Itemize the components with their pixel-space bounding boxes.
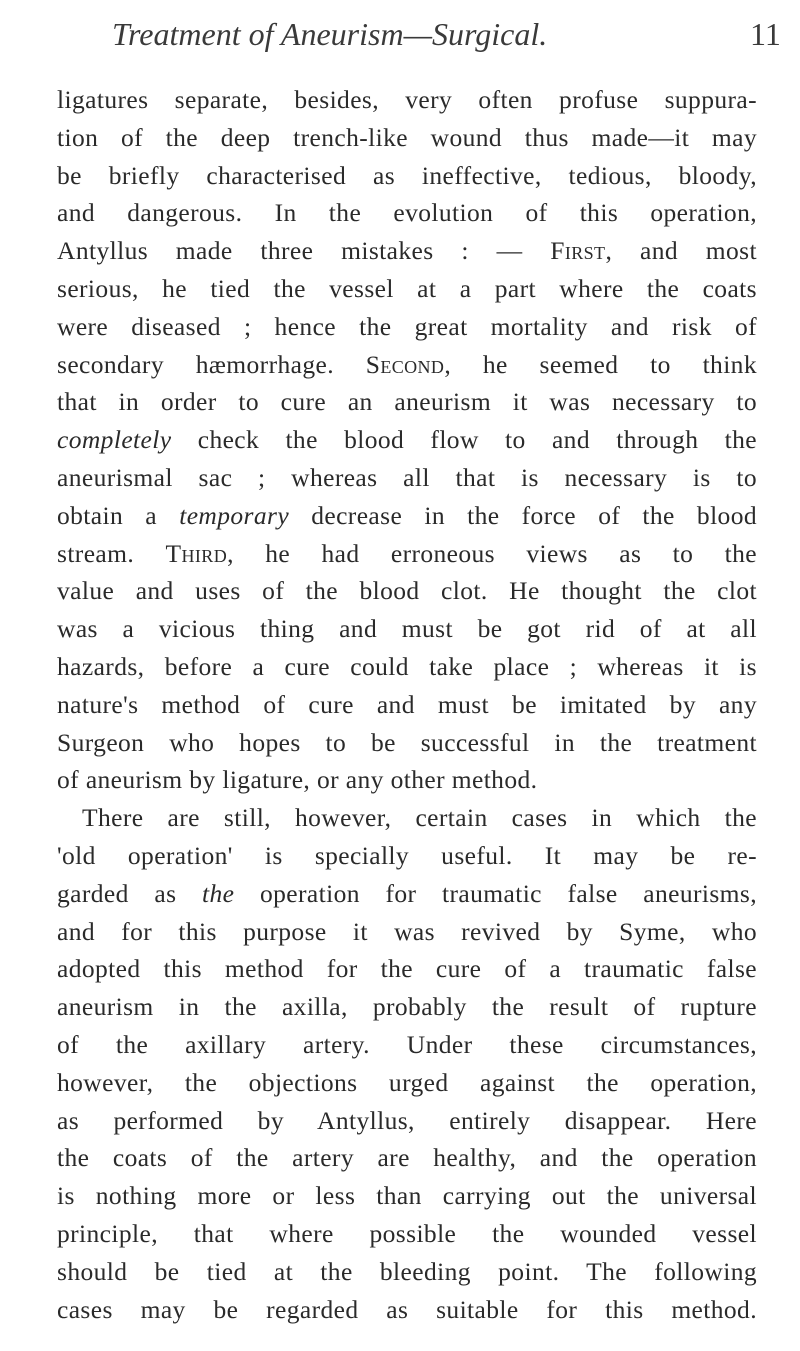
text-run: decrease in the force of the blood [289, 500, 758, 530]
text-run: serious, he tied the vessel at a part where the coats [57, 274, 757, 303]
text-run: the coats of the artery are healthy, and the operation [57, 1143, 757, 1173]
text-run: 'old operation' is specially useful. It may be re- [57, 841, 757, 870]
text-run: There are still, however, certain cases in which the [82, 803, 757, 833]
text-line [57, 875, 757, 913]
text-run: is nothing more or less than carrying out the universal [57, 1181, 757, 1211]
text-line [57, 459, 757, 497]
small-caps-text: First [550, 236, 606, 266]
text-line [57, 81, 757, 119]
text-run: operation for traumatic false aneurisms, [234, 878, 758, 908]
text-run: , he had erroneous views as to the [227, 538, 757, 568]
text-line [57, 686, 757, 724]
text-line [57, 1291, 757, 1329]
text-line [57, 913, 757, 951]
text-line [57, 270, 757, 308]
page-number: 11 [750, 16, 781, 52]
text-line [57, 1026, 757, 1064]
text-run: garded as [57, 878, 203, 908]
small-caps-text: Second [365, 349, 445, 379]
text-line [57, 535, 757, 573]
text-line [57, 232, 757, 270]
text-run: and for this purpose it was revived by Syme, who [57, 916, 757, 946]
text-line [57, 1177, 757, 1215]
text-line [57, 572, 757, 610]
text-line [57, 950, 757, 988]
text-run: obtain a [57, 500, 180, 530]
text-run: that in order to cure an aneurism it was necessary to [57, 387, 757, 417]
text-run: ligatures separate, besides, very often profuse suppura- [57, 85, 757, 114]
text-run: , and most [605, 236, 757, 266]
text-line [57, 1102, 757, 1140]
text-run: secondary hæmorrhage. [57, 349, 366, 379]
text-line [57, 610, 757, 648]
text-line [82, 799, 757, 837]
text-run: should be tied at the bleeding point. The following [57, 1256, 757, 1286]
text-run: however, the objections urged against the operation, [57, 1067, 757, 1097]
text-run: aneurismal sac ; whereas all that is necessary is to [57, 463, 757, 492]
text-run: cases may be regarded as suitable for this method. [57, 1294, 757, 1324]
small-caps-text: Third [165, 538, 228, 568]
text-line [57, 308, 757, 346]
text-line [57, 119, 757, 157]
text-line [57, 1139, 757, 1177]
text-run: check the blood flow to and through the [171, 425, 757, 455]
text-run: value and uses of the blood clot. He thought the clot [57, 576, 757, 606]
text-run: as performed by Antyllus, entirely disappear. Here [57, 1105, 757, 1135]
text-line [57, 1215, 757, 1253]
text-run: , he seemed to think [444, 349, 757, 379]
text-line [57, 346, 757, 384]
text-run: of aneurism by ligature, or any other method. [57, 765, 538, 795]
italic-text: completely [57, 425, 172, 455]
text-line [57, 761, 757, 799]
text-line [57, 383, 757, 421]
text-run: tion of the deep trench-like wound thus made—it may [57, 122, 757, 152]
text-run: nature's method of cure and must be imitated by any [57, 689, 757, 719]
text-line [57, 497, 757, 535]
text-line [57, 837, 757, 875]
italic-text: temporary [179, 500, 290, 530]
text-line [57, 421, 757, 459]
text-line [57, 648, 757, 686]
text-line [57, 988, 757, 1026]
text-run: were diseased ; hence the great mortality and risk of [57, 311, 757, 341]
text-run: Antyllus made three mistakes : — [57, 236, 551, 266]
text-run: aneurism in the axilla, probably the result of rupture [57, 992, 757, 1022]
text-run: adopted this method for the cure of a traumatic false [57, 954, 757, 984]
text-run: and dangerous. In the evolution of this operation, [57, 198, 757, 228]
text-line [57, 1064, 757, 1102]
text-line [57, 724, 757, 762]
text-run: hazards, before a cure could take place ; whereas it is [57, 652, 757, 681]
text-run: principle, that where possible the wounded vessel [57, 1219, 757, 1248]
running-header: Treatment of Aneurism—Surgical. [112, 16, 548, 52]
text-run: stream. [57, 538, 166, 568]
text-line [57, 1253, 757, 1291]
italic-text: the [202, 878, 235, 908]
text-run: Surgeon who hopes to be successful in the treatment [57, 727, 757, 757]
text-run: was a vicious thing and must be got rid of at all [57, 614, 757, 644]
text-run: of the axillary artery. Under these circumstances, [57, 1030, 757, 1059]
text-line [57, 194, 757, 232]
text-line [57, 157, 757, 195]
text-run: be briefly characterised as ineffective, tedious, bloody, [57, 160, 757, 190]
